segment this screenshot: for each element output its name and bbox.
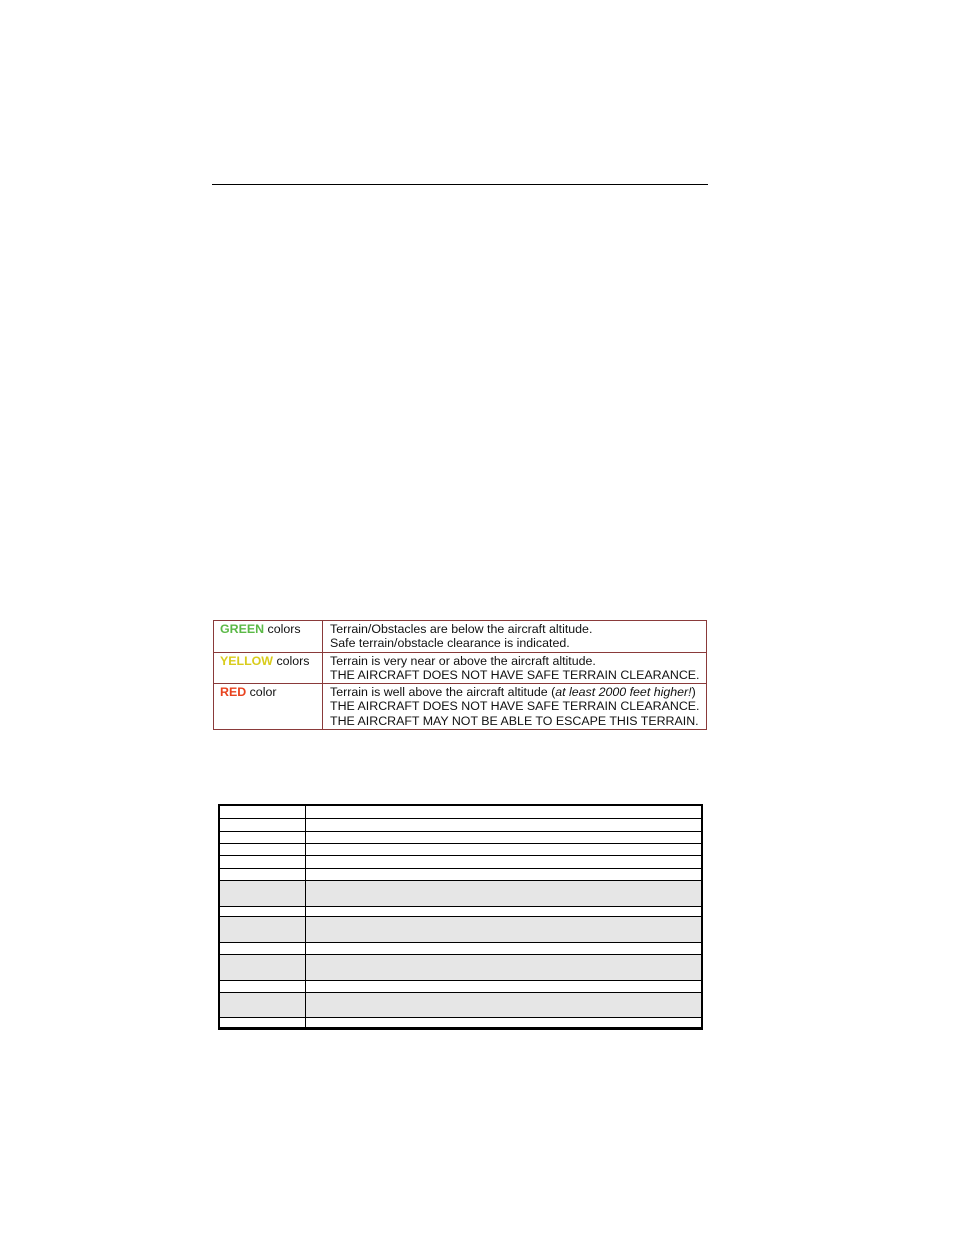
color-word-suffix: color <box>246 685 277 700</box>
legend-key-yellow <box>214 652 323 684</box>
table-row <box>220 819 701 832</box>
legend-row-yellow <box>214 652 707 684</box>
legend-line: Terrain is very near or above the aircraft altitude. <box>330 653 596 668</box>
color-word-yellow: YELLOW <box>220 653 273 668</box>
legend-line: THE AIRCRAFT DOES NOT HAVE SAFE TERRAIN CLEARANCE. <box>330 699 700 714</box>
table-row <box>220 1018 701 1028</box>
legend-line: Safe terrain/obstacle clearance is indicated. <box>330 636 570 651</box>
table-row <box>220 856 701 869</box>
table-row <box>220 955 701 981</box>
table-row <box>220 943 701 955</box>
legend-line: THE AIRCRAFT MAY NOT BE ABLE TO ESCAPE THIS TERRAIN. <box>330 713 699 728</box>
legend-line: THE AIRCRAFT DOES NOT HAVE SAFE TERRAIN CLEARANCE. <box>330 667 700 682</box>
header-rule <box>212 184 708 185</box>
legend-desc-yellow <box>323 652 707 684</box>
table-row <box>220 869 701 881</box>
legend-row-red <box>214 684 707 730</box>
legend-line-suffix: ) <box>691 685 696 700</box>
legend-line-prefix: Terrain is well above the aircraft altitude ( <box>330 685 556 700</box>
color-word-green: GREEN <box>220 622 265 636</box>
color-word-suffix: colors <box>264 622 301 636</box>
table-row <box>220 917 701 943</box>
table-row <box>220 907 701 917</box>
table-row <box>220 981 701 993</box>
terrain-color-legend <box>213 620 707 730</box>
legend-line <box>330 685 702 699</box>
table-row <box>220 881 701 907</box>
color-word-suffix: colors <box>273 653 310 668</box>
column-divider <box>305 806 306 1028</box>
color-word-red: RED <box>220 685 247 700</box>
legend-key-red <box>214 684 323 730</box>
legend-desc-green <box>323 621 707 653</box>
legend-key-green <box>214 621 323 653</box>
table-row <box>220 844 701 856</box>
legend-line-emphasis: at least 2000 feet higher! <box>555 685 692 700</box>
legend-desc-red <box>323 684 707 730</box>
table-row <box>220 993 701 1018</box>
legend-row-green <box>214 621 707 653</box>
table-row <box>220 806 701 819</box>
table-row <box>220 832 701 844</box>
legend-line: Terrain/Obstacles are below the aircraft altitude. <box>330 622 593 636</box>
blank-table <box>218 804 703 1030</box>
